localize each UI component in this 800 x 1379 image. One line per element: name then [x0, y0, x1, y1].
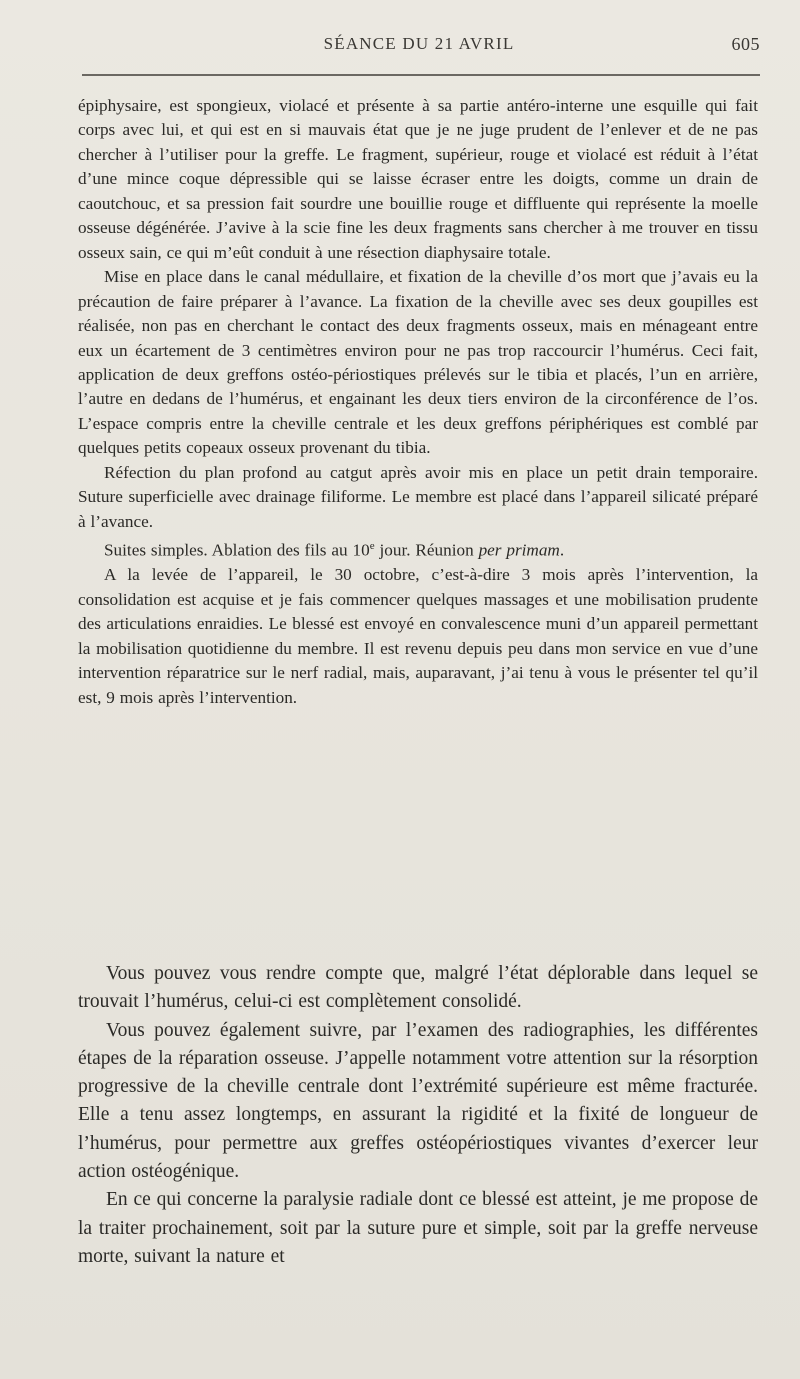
- paragraph-radiographies: Vous pouvez également suivre, par l’examen des radiographies, les différentes étapes de la réparation osseuse. J’appelle notamment votre attention sur la résorption progressive de la cheville centrale dont l’extrémité supérieure est même fracturée. Elle a tenu assez longtemps, en assurant la rigidité et la fixité de longueur de l’humérus, pour permettre aux greffes ostéopériostiques vivantes d’exercer leur action ostéogénique.: [78, 1019, 758, 1183]
- suites-superscript: e: [369, 540, 375, 553]
- paragraph-fixation: Mise en place dans le canal médullaire, et fixation de la cheville d’os mort que j’avais eu la précaution de faire préparer à l’avance. La fixation de la cheville avec ses deux goupilles est réalisée, non pas en cherchant le contact des deux fragments osseux, mais en ménageant entre eux un écartement de 3 centimètres environ pour ne pas trop raccourcir l’humérus. Ceci fait, application de deux greffons ostéo-périostiques prélevés sur le tibia et placés, l’un en arrière, l’autre en dedans de l’humérus, et engainant les deux tiers environ de la circonférence de l’os. L’espace compris entre la cheville centrale et les deux greffons périphériques est comblé par quelques petits copeaux osseux provenant du tibia.: [78, 267, 758, 458]
- page-number: 605: [731, 34, 760, 54]
- suites-end: .: [559, 540, 565, 560]
- large-print-section: [78, 960, 758, 1271]
- suites-text: Suites simples. Ablation des fils au 10: [104, 540, 370, 560]
- paragraph-paralysie: En ce qui concerne la paralysie radiale dont ce blessé est atteint, je me propose de la traiter prochainement, soit par la suture pure et simple, soit par la greffe nerveuse morte, suivant la nature et: [78, 1189, 758, 1267]
- paragraph-suites: [78, 534, 758, 563]
- page-header: [78, 34, 760, 60]
- small-print-section: [78, 94, 758, 710]
- paragraph-continuation: épiphysaire, est spongieux, violacé et présente à sa partie antéro-interne une esquille qui fait corps avec lui, et qui est en si mauvais état que je ne juge prudent de l’enlever et de ne pas chercher à l’utiliser pour la greffe. Le fragment, supérieur, rouge et violacé est réduit à l’état d’une mince coque dépressible qui se laisse écraser entre les doigts, comme un drain de caoutchouc, et sa pression fait sourdre une bouillie rouge et diffluente qui représente la moelle osseuse dégénérée. J’avive à la scie fine les deux fragments sans chercher à me trouver en tissu osseux sain, ce qui m’eût conduit à une résection diaphysaire totale.: [78, 96, 758, 262]
- paragraph-levee: A la levée de l’appareil, le 30 octobre, c’est-à-dire 3 mois après l’intervention, la consolidation est acquise et je fais commencer quelques massages et une mobilisation prudente des articulations enraidies. Le blessé est envoyé en convalescence muni d’un appareil permettant la mobilisation quotidienne du membre. Il est revenu depuis peu dans mon service en vue d’une intervention réparatrice sur le nerf radial, mais, auparavant, j’ai tenu à vous le présenter tel qu’il est, 9 mois après l’intervention.: [78, 565, 758, 707]
- suites-after: jour. Réunion: [374, 540, 479, 560]
- paragraph-refection: Réfection du plan profond au catgut après avoir mis en place un petit drain temporaire. Suture superficielle avec drainage filiforme. Le membre est placé dans l’appareil silicaté préparé à l’avance.: [78, 462, 758, 531]
- paragraph-consolide: Vous pouvez vous rendre compte que, malgré l’état déplorable dans lequel se trouvait l’humérus, celui-ci est complètement consolidé.: [78, 963, 758, 1013]
- running-head: SÉANCE DU 21 AVRIL: [323, 34, 515, 53]
- header-rule: [82, 74, 760, 76]
- suites-italic: per primam: [478, 540, 560, 560]
